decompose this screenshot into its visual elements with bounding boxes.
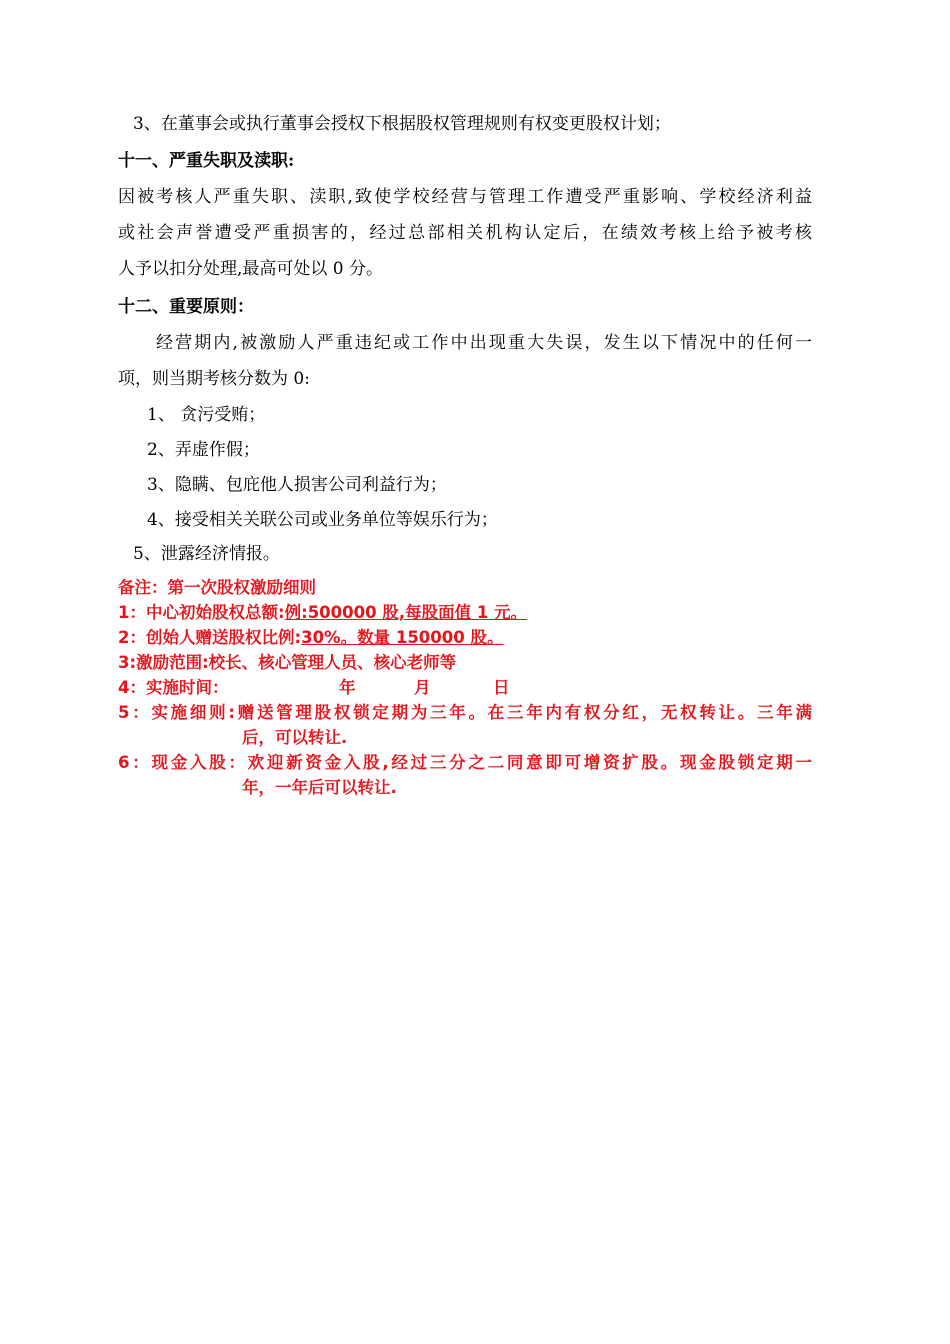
- note-4-label: 4：实施时间：: [118, 678, 229, 697]
- list-item: 1、 贪污受贿；: [147, 405, 266, 425]
- section-11-heading: 十一、严重失职及渎职:: [118, 151, 295, 171]
- list-item: 3、隐瞒、包庇他人损害公司利益行为；: [147, 475, 447, 495]
- list-item: 5、泄露经济情报。: [133, 544, 280, 564]
- section-11-paragraph-line1: 因被考核人严重失职、渎职,致使学校经营与管理工作遭受严重影响、学校经济利益: [118, 187, 812, 207]
- note-2: [118, 626, 503, 650]
- note-1-value: 例:500000 股,每股面值 1 元。: [284, 603, 528, 622]
- notes-title: 备注：第一次股权激励细则: [118, 578, 316, 597]
- note-6-line1: 6：现金入股：欢迎新资金入股,经过三分之二同意即可增资扩股。现金股锁定期一: [118, 753, 812, 772]
- list-item: 2、弄虚作假；: [147, 440, 260, 460]
- note-1-label: 1：中心初始股权总额:: [118, 603, 285, 622]
- note-3: 3:激励范围:校长、核心管理人员、核心老师等: [118, 653, 457, 672]
- note-4-day: 日: [493, 678, 510, 697]
- note-4: [118, 676, 228, 700]
- note-5-line2: 后，可以转让.: [242, 728, 348, 747]
- note-1: [118, 601, 527, 625]
- note-4-month: 月: [414, 678, 431, 697]
- list-item: 4、接受相关关联公司或业务单位等娱乐行为；: [147, 510, 498, 530]
- section-12-paragraph-line2: 项，则当期考核分数为 0:: [118, 369, 310, 389]
- section-11-paragraph-line2: 或社会声誉遭受严重损害的，经过总部相关机构认定后，在绩效考核上给予被考核: [118, 223, 812, 243]
- section-11-paragraph-line3: 人予以扣分处理,最高可处以 0 分。: [118, 259, 384, 279]
- note-6-line2: 年，一年后可以转让.: [242, 778, 397, 797]
- clause-3: 3、在董事会或执行董事会授权下根据股权管理规则有权变更股权计划；: [133, 114, 671, 134]
- section-12-heading: 十二、重要原则：: [118, 297, 254, 317]
- note-4-year: 年: [339, 678, 356, 697]
- note-2-value: 30%。数量 150000 股。: [301, 628, 504, 647]
- note-2-label: 2：创始人赠送股权比例:: [118, 628, 302, 647]
- section-12-paragraph-line1: 经营期内,被激励人严重违纪或工作中出现重大失误，发生以下情况中的任何一: [156, 333, 812, 353]
- note-5-line1: 5：实施细则:赠送管理股权锁定期为三年。在三年内有权分红，无权转让。三年满: [118, 703, 812, 722]
